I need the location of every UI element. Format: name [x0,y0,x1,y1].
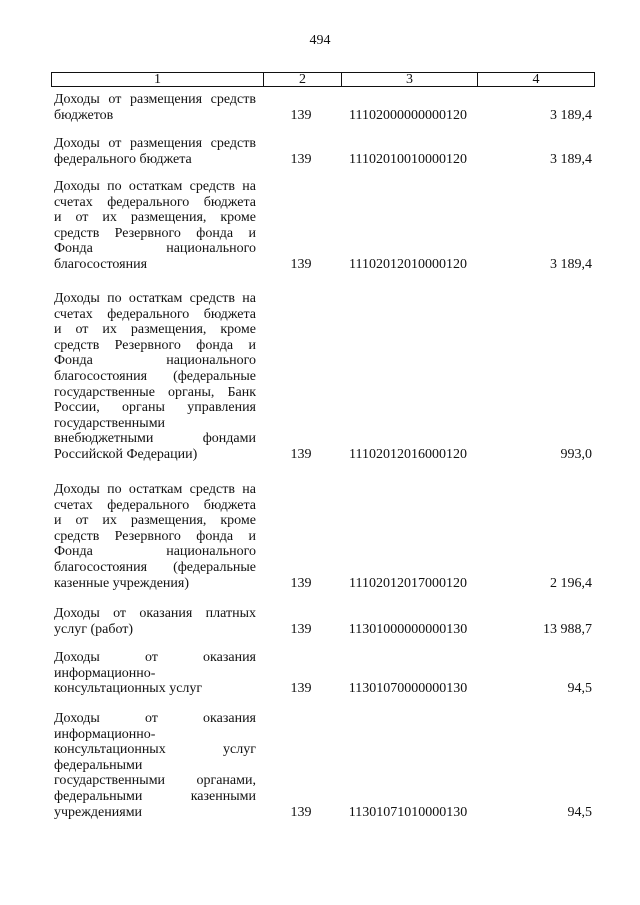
row-kbk: 11102012017000120 [349,575,467,591]
row-name-line: консультационных услуг [54,742,256,758]
row-name [54,650,256,697]
row-amount: 3 189,4 [550,107,592,123]
row-name-line: внебюджетными фондами [54,431,256,447]
row-kbk: 11102000000000120 [349,107,467,123]
row-name-line: счетах федерального бюджета [54,306,256,322]
row-name-line: и от их размещения, кроме [54,322,256,338]
row-name-line: и от их размещения, кроме [54,513,256,529]
row-name-line: учреждениями [54,804,143,820]
row-name-line: информационно- [54,726,156,742]
row-name-line: средств Резервного фонда и [54,528,256,544]
header-col-3: 3 [342,73,478,86]
row-name-line: счетах федерального бюджета [54,497,256,513]
row-name-line: государственными органами, [54,773,256,789]
row-name-line: средств Резервного фонда и [54,337,256,353]
row-name-line: услуг (работ) [54,621,134,637]
row-kbk: 11102012016000120 [349,447,467,462]
row-name-line: федерального бюджета [54,151,192,167]
row-name-line: Доходы от оказания платных [54,606,256,621]
row-name-line: казенные учреждения) [54,575,190,591]
row-name-line: Доходы от размещения средств [54,136,256,151]
row-name-line: Фонда национального [54,353,256,369]
row-code: 139 [290,804,312,820]
row-code: 139 [290,681,312,697]
row-amount: 3 189,4 [550,151,592,167]
row-name [54,92,256,123]
row-name-line: федеральными [54,757,143,773]
row-name-line: России, органы управления [54,400,256,416]
row-name-line: консультационных услуг [54,681,203,697]
row-kbk: 11102012010000120 [349,257,467,272]
row-code: 139 [290,151,312,167]
row-name-line: Доходы по остаткам средств на [54,482,256,497]
page-number: 494 [309,33,331,48]
row-amount: 94,5 [567,681,592,697]
row-amount: 94,5 [567,804,592,820]
row-name-line: бюджетов [54,107,114,123]
row-code: 139 [290,621,312,637]
row-name [54,179,256,273]
row-code: 139 [290,257,312,272]
row-code: 139 [290,107,312,123]
row-name-line: и от их размещения, кроме [54,210,256,226]
row-name-line: федеральными казенными [54,788,256,804]
row-name [54,136,256,167]
table-header [51,72,595,87]
row-kbk: 11301070000000130 [348,681,468,697]
row-name-line: Доходы от размещения средств [54,92,256,107]
row-amount: 3 189,4 [550,257,592,272]
row-name-line: Доходы от оказания [54,711,256,726]
row-amount: 13 988,7 [543,621,592,637]
row-name-line: благосостояния (федеральные [54,368,256,384]
row-code: 139 [290,447,312,462]
row-name [54,606,256,637]
row-kbk: 11102010010000120 [349,151,467,167]
row-name-line: Фонда национального [54,241,256,257]
row-name [54,711,256,820]
row-amount: 2 196,4 [550,575,592,591]
row-name-line: благосостояния [54,256,148,272]
row-name [54,482,256,591]
header-col-2: 2 [264,73,342,86]
row-amount: 993,0 [560,447,592,462]
header-col-4: 4 [532,72,540,87]
row-code: 139 [290,575,312,591]
row-kbk: 11301000000000130 [348,621,468,637]
row-name-line: Российской Федерации) [54,446,198,462]
row-name-line: государственными [54,415,166,431]
row-name-line: средств Резервного фонда и [54,225,256,241]
header-col-1: 1 [52,73,264,86]
row-name-line: счетах федерального бюджета [54,194,256,210]
row-name-line: информационно- [54,665,156,681]
row-name-line: государственные органы, Банк [54,384,256,400]
row-kbk: 11301071010000130 [348,804,468,820]
row-name-line: Фонда национального [54,544,256,560]
row-name [54,291,256,463]
row-name-line: Доходы от оказания [54,650,256,665]
row-name-line: Доходы по остаткам средств на [54,179,256,194]
row-name-line: благосостояния (федеральные [54,559,256,575]
row-name-line: Доходы по остаткам средств на [54,291,256,306]
